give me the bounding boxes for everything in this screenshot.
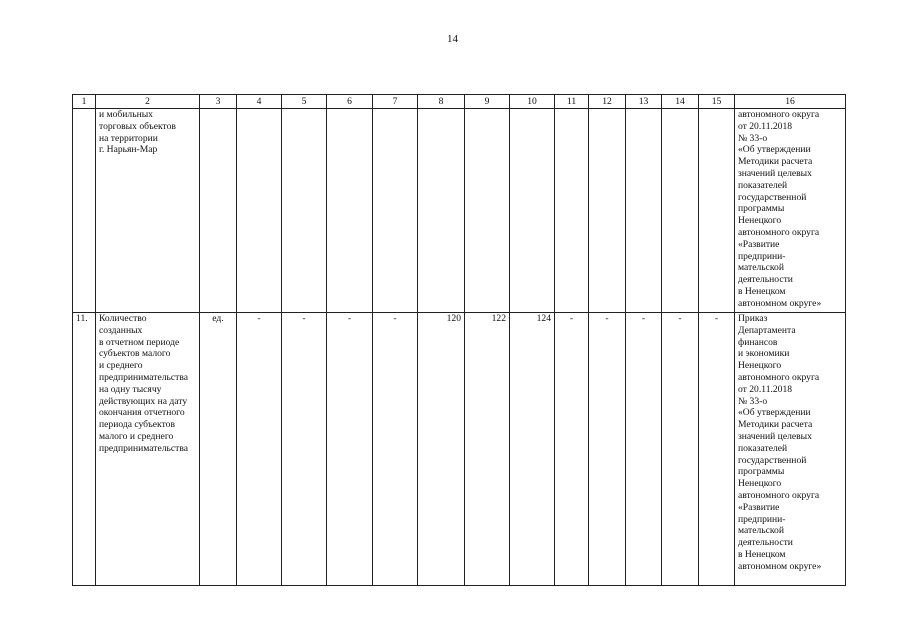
value-cell: - bbox=[373, 313, 418, 586]
value-cell bbox=[626, 109, 662, 313]
column-header: 15 bbox=[699, 95, 735, 109]
value-cell: 122 bbox=[465, 313, 510, 586]
value-cell: 120 bbox=[418, 313, 465, 586]
value-cell bbox=[662, 109, 699, 313]
row-number bbox=[73, 109, 96, 313]
value-cell: - bbox=[282, 313, 327, 586]
column-header: 2 bbox=[96, 95, 200, 109]
value-cell bbox=[589, 109, 626, 313]
column-header: 6 bbox=[327, 95, 373, 109]
value-cell: - bbox=[662, 313, 699, 586]
indicator-name: Количество созданных в отчетном периоде субъектов малого и среднего предпринимательства на одну тысячу действующих на дату окончания отчетного периода субъектов малого и среднего предпринимательства bbox=[96, 313, 200, 586]
value-cell: - bbox=[626, 313, 662, 586]
value-cell bbox=[373, 109, 418, 313]
page-number: 14 bbox=[447, 33, 458, 45]
value-cell bbox=[699, 109, 735, 313]
value-cell: - bbox=[699, 313, 735, 586]
table-row bbox=[73, 313, 846, 586]
value-cell: - bbox=[555, 313, 589, 586]
column-header: 1 bbox=[73, 95, 96, 109]
value-cell bbox=[555, 109, 589, 313]
unit-cell bbox=[200, 109, 237, 313]
column-header: 14 bbox=[662, 95, 699, 109]
value-cell bbox=[465, 109, 510, 313]
column-header: 12 bbox=[589, 95, 626, 109]
source-document: Приказ Департамента финансов и экономики Ненецкого автономного округа от 20.11.2018 № 33-о «Об утверждении Методики расчета значений целевых показателей государственной программы Ненецкого автономного округа «Развитие предприни- мательской деятельности в Ненецком автономном округе» bbox=[735, 313, 846, 586]
unit-cell: ед. bbox=[200, 313, 237, 586]
indicators-table bbox=[72, 94, 846, 586]
column-header: 5 bbox=[282, 95, 327, 109]
table-row bbox=[73, 109, 846, 313]
column-header: 10 bbox=[510, 95, 555, 109]
column-header: 9 bbox=[465, 95, 510, 109]
column-header: 4 bbox=[237, 95, 282, 109]
column-header: 16 bbox=[735, 95, 846, 109]
column-header: 7 bbox=[373, 95, 418, 109]
value-cell: - bbox=[589, 313, 626, 586]
value-cell bbox=[510, 109, 555, 313]
value-cell: 124 bbox=[510, 313, 555, 586]
value-cell bbox=[418, 109, 465, 313]
column-header: 3 bbox=[200, 95, 237, 109]
value-cell bbox=[237, 109, 282, 313]
column-number-header-row bbox=[73, 95, 846, 109]
value-cell: - bbox=[237, 313, 282, 586]
column-header: 13 bbox=[626, 95, 662, 109]
indicator-name: и мобильных торговых объектов на территории г. Нарьян-Мар bbox=[96, 109, 200, 313]
row-number: 11. bbox=[73, 313, 96, 586]
source-document: автономного округа от 20.11.2018 № 33-о «Об утверждении Методики расчета значений целевых показателей государственной программы Ненецкого автономного округа «Развитие предприни- мательской деятельности в Ненецком автономном округе» bbox=[735, 109, 846, 313]
value-cell bbox=[282, 109, 327, 313]
column-header: 11 bbox=[555, 95, 589, 109]
value-cell: - bbox=[327, 313, 373, 586]
column-header: 8 bbox=[418, 95, 465, 109]
value-cell bbox=[327, 109, 373, 313]
